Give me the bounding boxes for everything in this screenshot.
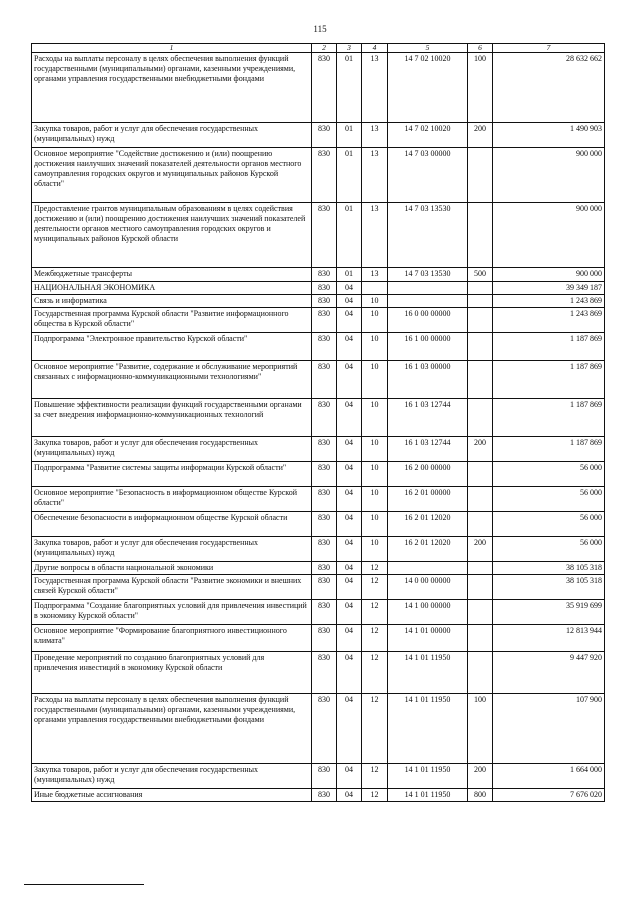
row-amount-cell: 56 000 [493, 487, 605, 512]
row-code-cell: 200 [468, 537, 493, 562]
table-row [32, 268, 605, 282]
row-name-cell: НАЦИОНАЛЬНАЯ ЭКОНОМИКА [32, 282, 312, 295]
table-row [32, 562, 605, 575]
header-cell: 2 [312, 44, 337, 53]
row-code-cell: 14 7 02 10020 [388, 123, 468, 148]
row-amount-cell: 107 900 [493, 694, 605, 764]
row-code-cell: 830 [312, 562, 337, 575]
row-code-cell: 830 [312, 462, 337, 487]
row-code-cell: 830 [312, 308, 337, 333]
row-code-cell: 10 [362, 437, 388, 462]
row-name-cell: Расходы на выплаты персоналу в целях обеспечения выполнения функций государственными (муниципальными) органами, казенными учреждениями, органами управления государственными внебюджетными фондами [32, 694, 312, 764]
row-code-cell: 16 2 01 00000 [388, 487, 468, 512]
row-code-cell: 830 [312, 203, 337, 268]
header-cell: 1 [32, 44, 312, 53]
row-code-cell [362, 282, 388, 295]
row-name-cell: Расходы на выплаты персоналу в целях обеспечения выполнения функций государственными (муниципальными) органами, казенными учреждениями, органами управления государственными внебюджетными фондами [32, 53, 312, 123]
row-code-cell: 04 [337, 295, 362, 308]
row-code-cell: 14 1 01 11950 [388, 652, 468, 694]
row-amount-cell: 1 490 903 [493, 123, 605, 148]
row-amount-cell: 56 000 [493, 537, 605, 562]
row-code-cell: 13 [362, 268, 388, 282]
row-code-cell: 500 [468, 268, 493, 282]
table-row [32, 575, 605, 600]
row-name-cell: Подпрограмма "Развитие системы защиты информации Курской области" [32, 462, 312, 487]
table-row [32, 399, 605, 437]
table-row [32, 282, 605, 295]
table-row [32, 537, 605, 562]
row-code-cell: 100 [468, 694, 493, 764]
row-amount-cell: 38 105 318 [493, 562, 605, 575]
row-amount-cell: 1 187 869 [493, 361, 605, 399]
row-amount-cell: 900 000 [493, 268, 605, 282]
row-code-cell: 12 [362, 575, 388, 600]
row-code-cell: 16 1 03 12744 [388, 437, 468, 462]
row-code-cell: 16 1 03 12744 [388, 399, 468, 437]
row-code-cell: 04 [337, 652, 362, 694]
table-row [32, 333, 605, 361]
row-code-cell: 14 1 00 00000 [388, 600, 468, 625]
row-code-cell: 10 [362, 308, 388, 333]
row-code-cell: 14 7 03 00000 [388, 148, 468, 203]
row-code-cell: 830 [312, 694, 337, 764]
row-code-cell: 830 [312, 600, 337, 625]
row-code-cell: 01 [337, 53, 362, 123]
row-code-cell: 01 [337, 123, 362, 148]
row-code-cell: 10 [362, 361, 388, 399]
row-name-cell: Государственная программа Курской области "Развитие экономики и внешних связей Курской области" [32, 575, 312, 600]
row-name-cell: Основное мероприятие "Безопасность в информационном обществе Курской области" [32, 487, 312, 512]
row-code-cell: 13 [362, 53, 388, 123]
row-code-cell: 830 [312, 487, 337, 512]
row-code-cell: 04 [337, 361, 362, 399]
row-code-cell: 13 [362, 203, 388, 268]
row-code-cell: 14 1 01 11950 [388, 694, 468, 764]
table-row [32, 694, 605, 764]
row-amount-cell: 1 664 000 [493, 764, 605, 789]
row-code-cell: 16 2 00 00000 [388, 462, 468, 487]
row-code-cell: 16 0 00 00000 [388, 308, 468, 333]
row-code-cell: 830 [312, 148, 337, 203]
row-code-cell [468, 512, 493, 537]
row-code-cell: 14 1 01 00000 [388, 625, 468, 652]
row-code-cell: 830 [312, 282, 337, 295]
row-code-cell: 14 0 00 00000 [388, 575, 468, 600]
row-name-cell: Закупка товаров, работ и услуг для обеспечения государственных (муниципальных) нужд [32, 437, 312, 462]
row-code-cell: 10 [362, 333, 388, 361]
row-amount-cell: 900 000 [493, 203, 605, 268]
row-code-cell: 12 [362, 600, 388, 625]
row-code-cell: 12 [362, 789, 388, 802]
row-name-cell: Закупка товаров, работ и услуг для обеспечения государственных (муниципальных) нужд [32, 537, 312, 562]
row-name-cell: Закупка товаров, работ и услуг для обеспечения государственных (муниципальных) нужд [32, 764, 312, 789]
table-row [32, 512, 605, 537]
row-amount-cell: 1 187 869 [493, 437, 605, 462]
table-row [32, 462, 605, 487]
row-code-cell [468, 652, 493, 694]
row-code-cell: 200 [468, 123, 493, 148]
row-code-cell [388, 562, 468, 575]
row-name-cell: Основное мероприятие "Содействие достижению и (или) поощрению достижения наилучших значений показателей деятельности органов местного самоуправления городских округов и муниципальных районов Курской области" [32, 148, 312, 203]
row-code-cell: 13 [362, 148, 388, 203]
row-code-cell [468, 562, 493, 575]
row-code-cell: 830 [312, 333, 337, 361]
row-code-cell: 830 [312, 764, 337, 789]
row-amount-cell: 56 000 [493, 512, 605, 537]
row-code-cell: 12 [362, 764, 388, 789]
row-code-cell [468, 148, 493, 203]
row-code-cell: 830 [312, 268, 337, 282]
row-amount-cell: 1 187 869 [493, 399, 605, 437]
row-code-cell: 200 [468, 764, 493, 789]
row-amount-cell: 1 243 869 [493, 308, 605, 333]
row-code-cell: 10 [362, 462, 388, 487]
row-name-cell: Иные бюджетные ассигнования [32, 789, 312, 802]
row-amount-cell: 12 813 944 [493, 625, 605, 652]
row-amount-cell: 900 000 [493, 148, 605, 203]
row-code-cell [468, 399, 493, 437]
header-cell: 3 [337, 44, 362, 53]
row-code-cell: 14 7 02 10020 [388, 53, 468, 123]
row-code-cell: 200 [468, 437, 493, 462]
row-code-cell: 01 [337, 268, 362, 282]
table-header-row [32, 44, 605, 53]
row-code-cell: 16 1 00 00000 [388, 333, 468, 361]
row-code-cell: 10 [362, 487, 388, 512]
table-row [32, 487, 605, 512]
row-code-cell: 830 [312, 295, 337, 308]
row-code-cell [468, 333, 493, 361]
row-code-cell: 04 [337, 437, 362, 462]
row-name-cell: Проведение мероприятий по созданию благоприятных условий для привлечения инвестиций в экономику Курской области [32, 652, 312, 694]
row-code-cell: 12 [362, 562, 388, 575]
header-cell: 4 [362, 44, 388, 53]
row-code-cell: 04 [337, 308, 362, 333]
row-code-cell: 04 [337, 575, 362, 600]
row-amount-cell: 38 105 318 [493, 575, 605, 600]
row-code-cell: 830 [312, 789, 337, 802]
row-code-cell: 04 [337, 462, 362, 487]
row-code-cell: 830 [312, 625, 337, 652]
row-code-cell [468, 308, 493, 333]
row-code-cell: 100 [468, 53, 493, 123]
header-cell: 5 [388, 44, 468, 53]
row-name-cell: Подпрограмма "Электронное правительство Курской области" [32, 333, 312, 361]
row-code-cell: 04 [337, 512, 362, 537]
row-code-cell: 14 1 01 11950 [388, 789, 468, 802]
row-code-cell: 830 [312, 123, 337, 148]
row-code-cell: 04 [337, 282, 362, 295]
row-code-cell: 04 [337, 789, 362, 802]
row-code-cell: 04 [337, 764, 362, 789]
row-code-cell: 830 [312, 361, 337, 399]
row-code-cell: 830 [312, 53, 337, 123]
table-row [32, 625, 605, 652]
row-code-cell: 04 [337, 600, 362, 625]
row-code-cell: 04 [337, 487, 362, 512]
row-code-cell [468, 203, 493, 268]
row-code-cell: 16 2 01 12020 [388, 512, 468, 537]
table-row [32, 308, 605, 333]
row-amount-cell: 56 000 [493, 462, 605, 487]
row-name-cell: Закупка товаров, работ и услуг для обеспечения государственных (муниципальных) нужд [32, 123, 312, 148]
row-code-cell: 14 7 03 13530 [388, 203, 468, 268]
row-code-cell: 10 [362, 295, 388, 308]
table-row [32, 148, 605, 203]
page-number: 115 [313, 24, 327, 34]
row-name-cell: Межбюджетные трансферты [32, 268, 312, 282]
row-code-cell: 830 [312, 512, 337, 537]
row-code-cell [468, 600, 493, 625]
row-code-cell: 16 1 03 00000 [388, 361, 468, 399]
row-amount-cell: 7 676 020 [493, 789, 605, 802]
row-code-cell: 830 [312, 652, 337, 694]
row-name-cell: Связь и информатика [32, 295, 312, 308]
row-code-cell [468, 487, 493, 512]
row-code-cell [468, 282, 493, 295]
row-code-cell: 04 [337, 537, 362, 562]
row-code-cell: 12 [362, 694, 388, 764]
table-row [32, 437, 605, 462]
row-code-cell: 16 2 01 12020 [388, 537, 468, 562]
header-cell: 7 [493, 44, 605, 53]
row-name-cell: Другие вопросы в области национальной экономики [32, 562, 312, 575]
footnote-separator [24, 884, 144, 885]
row-amount-cell: 39 349 187 [493, 282, 605, 295]
table-row [32, 652, 605, 694]
row-code-cell: 830 [312, 399, 337, 437]
row-code-cell: 10 [362, 537, 388, 562]
row-code-cell: 830 [312, 537, 337, 562]
row-code-cell: 12 [362, 652, 388, 694]
row-code-cell: 04 [337, 625, 362, 652]
table-row [32, 53, 605, 123]
row-code-cell [468, 361, 493, 399]
row-code-cell: 800 [468, 789, 493, 802]
table-row [32, 764, 605, 789]
row-code-cell: 04 [337, 562, 362, 575]
table-row [32, 361, 605, 399]
row-amount-cell: 9 447 920 [493, 652, 605, 694]
row-code-cell: 830 [312, 575, 337, 600]
row-code-cell: 04 [337, 399, 362, 437]
row-amount-cell: 35 919 699 [493, 600, 605, 625]
row-code-cell: 01 [337, 203, 362, 268]
header-cell: 6 [468, 44, 493, 53]
row-code-cell: 12 [362, 625, 388, 652]
row-code-cell: 04 [337, 333, 362, 361]
row-code-cell [468, 462, 493, 487]
row-code-cell: 10 [362, 512, 388, 537]
table-row [32, 789, 605, 802]
row-name-cell: Основное мероприятие "Формирование благоприятного инвестиционного климата" [32, 625, 312, 652]
row-code-cell [468, 625, 493, 652]
row-code-cell [388, 295, 468, 308]
row-code-cell: 13 [362, 123, 388, 148]
row-code-cell: 14 7 03 13530 [388, 268, 468, 282]
row-code-cell [388, 282, 468, 295]
row-code-cell: 830 [312, 437, 337, 462]
row-code-cell: 04 [337, 694, 362, 764]
table-row [32, 295, 605, 308]
row-code-cell: 14 1 01 11950 [388, 764, 468, 789]
table-row [32, 600, 605, 625]
row-name-cell: Обеспечение безопасности в информационном обществе Курской области [32, 512, 312, 537]
row-code-cell [468, 575, 493, 600]
row-name-cell: Предоставление грантов муниципальным образованиям в целях содействия достижению и (или) поощрению достижения наилучших значений показателей деятельности органов местного самоуправления городских округов и муниципальных районов Курской области [32, 203, 312, 268]
row-amount-cell: 1 243 869 [493, 295, 605, 308]
row-code-cell [468, 295, 493, 308]
table-row [32, 203, 605, 268]
row-name-cell: Основное мероприятие "Развитие, содержание и обслуживание мероприятий связанных с информационно-коммуникационными технологиями" [32, 361, 312, 399]
row-code-cell: 10 [362, 399, 388, 437]
table-row [32, 123, 605, 148]
row-name-cell: Повышение эффективности реализации функций государственными органами за счет внедрения информационно-коммуникационных технологий [32, 399, 312, 437]
row-name-cell: Государственная программа Курской области "Развитие информационного общества в Курской области" [32, 308, 312, 333]
budget-table [31, 43, 605, 802]
row-name-cell: Подпрограмма "Создание благоприятных условий для привлечения инвестиций в экономику Курской области" [32, 600, 312, 625]
row-code-cell: 01 [337, 148, 362, 203]
row-amount-cell: 28 632 662 [493, 53, 605, 123]
row-amount-cell: 1 187 869 [493, 333, 605, 361]
